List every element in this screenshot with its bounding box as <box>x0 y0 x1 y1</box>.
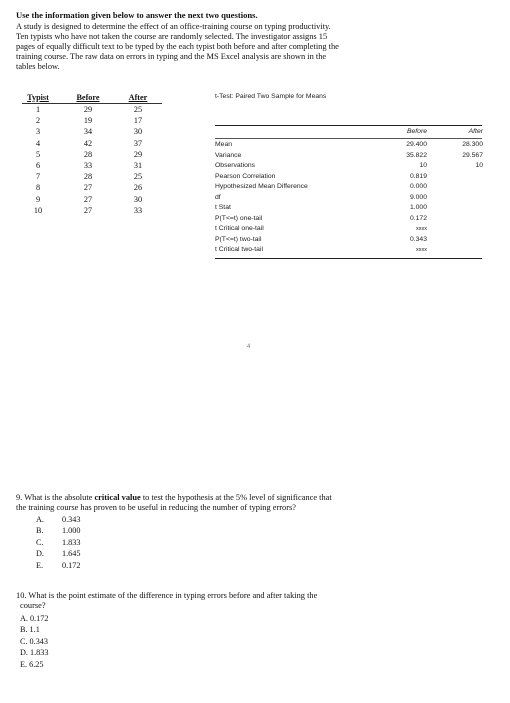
cell-after: 31 <box>133 161 143 170</box>
excel-row <box>215 215 485 225</box>
q9-text-post: to test the hypothesis at the 5% level of significance that <box>140 493 332 502</box>
cell-typist: 1 <box>35 105 41 114</box>
cell-typist: 8 <box>35 183 41 193</box>
excel-row-label: df <box>215 193 221 201</box>
question-9-line-1 <box>16 493 332 503</box>
excel-row <box>215 236 485 246</box>
cell-before: 42 <box>83 138 93 148</box>
q10-option: E. 6.25 <box>20 659 44 669</box>
intro-line-5: tables below. <box>16 62 60 71</box>
intro-line-1: A study is designed to determine the effect of an office-training course on typing productivity. <box>16 22 331 31</box>
cell-typist: 6 <box>35 161 41 170</box>
q9-option-letter: E. <box>36 560 44 570</box>
excel-row-label: Pearson Correlation <box>215 172 276 180</box>
cell-after: 17 <box>133 116 143 126</box>
table-header-rule <box>22 103 162 104</box>
q10-option: B. 1.1 <box>20 625 40 635</box>
excel-before-value: 10 <box>419 162 427 169</box>
cell-after: 25 <box>133 172 143 182</box>
cell-before: 19 <box>83 116 93 126</box>
q9-option-letter: D. <box>36 549 44 559</box>
excel-row-label: t Critical two-tail <box>215 246 263 253</box>
excel-after-value: 10 <box>475 162 483 169</box>
table-row <box>14 139 164 150</box>
q9-option-value: 1.645 <box>62 549 81 559</box>
cell-before: 28 <box>83 149 93 159</box>
cell-before: 28 <box>83 172 93 182</box>
cell-before: 34 <box>83 127 93 137</box>
q10-option: D. 1.833 <box>20 648 49 658</box>
cell-typist: 10 <box>33 205 43 215</box>
cell-before: 27 <box>83 194 93 204</box>
excel-col-before: Before <box>406 128 427 135</box>
excel-before-value: 0.172 <box>409 214 427 222</box>
intro-line-3: pages of equally difficult text to be typed by the each typist both before and after completing the <box>16 42 339 51</box>
excel-before-value: 35.822 <box>406 151 427 159</box>
question-10-line-1: 10. What is the point estimate of the difference in typing errors before and after taking the <box>16 591 318 600</box>
excel-row-label: Variance <box>215 151 242 159</box>
q9-option-value: 1.000 <box>62 526 81 536</box>
question-9-line-2: the training course has proven to be useful in reducing the number of typing errors? <box>16 503 297 512</box>
excel-row <box>215 194 485 204</box>
excel-col-after: After <box>468 128 483 135</box>
header-after: After <box>128 93 148 102</box>
q9-text-pre: 9. What is the absolute <box>16 493 95 502</box>
table-row <box>14 172 164 183</box>
cell-after: 30 <box>133 127 143 137</box>
cell-after: 29 <box>133 149 143 159</box>
excel-row <box>215 183 485 193</box>
excel-row-label: Observations <box>215 162 256 169</box>
cell-after: 30 <box>133 194 143 204</box>
next-question-cutoff <box>16 694 18 703</box>
cell-after: 37 <box>133 138 143 148</box>
table-row <box>14 105 164 116</box>
excel-after-value: 29.567 <box>462 151 483 159</box>
q10-option: C. 0.343 <box>20 636 48 646</box>
excel-row-label: t Stat <box>215 204 231 211</box>
excel-row-label: t Critical one-tail <box>215 225 264 232</box>
table-row <box>14 116 164 127</box>
excel-before-value: xxxx <box>416 247 427 253</box>
excel-row <box>215 173 485 183</box>
q9-option-value: 0.172 <box>62 560 81 570</box>
question-10-line-2: course? <box>20 601 46 610</box>
page-number: 4 <box>247 344 251 350</box>
table-row <box>14 161 164 172</box>
excel-before-value: 0.000 <box>409 183 427 190</box>
cell-after: 33 <box>133 205 143 215</box>
q10-option: A. 0.172 <box>20 614 49 623</box>
excel-top-rule <box>215 125 482 126</box>
excel-bottom-rule <box>215 258 482 259</box>
excel-row <box>215 141 485 151</box>
excel-row <box>215 152 485 162</box>
cell-typist: 5 <box>35 149 41 159</box>
header-typist: Typist <box>27 93 49 102</box>
cell-typist: 2 <box>35 116 41 126</box>
excel-title: t-Test: Paired Two Sample for Means <box>215 93 327 100</box>
excel-row-label: Hypothesized Mean Difference <box>215 183 308 190</box>
cell-typist: 4 <box>35 138 41 148</box>
excel-row <box>215 162 485 172</box>
excel-col-header-row <box>215 128 485 138</box>
intro-line-4: training course. The raw data on errors in typing and the MS Excel analysis are shown in the <box>16 52 327 61</box>
q9-option-letter: A. <box>36 515 44 524</box>
excel-row <box>215 246 485 256</box>
q9-option-letter: B. <box>36 526 44 536</box>
cell-typist: 3 <box>35 127 41 137</box>
excel-row-label: Mean <box>215 141 233 148</box>
excel-after-value: 28.300 <box>462 141 483 148</box>
excel-before-value: 0.819 <box>409 172 427 180</box>
cell-after: 25 <box>133 105 143 114</box>
excel-row-label: P(T<=t) two-tail <box>215 235 262 243</box>
cell-before: 27 <box>83 205 93 215</box>
q9-option-value: 0.343 <box>62 515 81 524</box>
excel-before-value: xxxx <box>416 226 427 232</box>
cell-after: 26 <box>133 183 143 193</box>
cell-typist: 9 <box>35 194 41 204</box>
intro-line-2: Ten typists who have not taken the course are randomly selected. The investigator assigns 15 <box>16 32 328 41</box>
q9-option-value: 1.833 <box>62 537 81 547</box>
excel-row-label: P(T<=t) one-tail <box>215 214 263 222</box>
cell-typist: 7 <box>35 172 41 182</box>
cell-before: 29 <box>83 105 93 114</box>
excel-before-value: 0.343 <box>409 235 427 243</box>
excel-before-value: 9.000 <box>409 193 427 201</box>
cell-before: 33 <box>83 161 93 170</box>
q9-option-letter: C. <box>36 537 44 547</box>
excel-row <box>215 204 485 214</box>
cell-before: 27 <box>83 183 93 193</box>
excel-before-value: 1.000 <box>409 204 427 211</box>
excel-header-rule <box>215 138 482 139</box>
table-row <box>14 206 164 217</box>
instructions-heading: Use the information given below to answer the next two questions. <box>16 10 258 20</box>
excel-row <box>215 225 485 235</box>
table-row <box>14 127 164 138</box>
q9-text-bold: critical value <box>94 493 141 502</box>
header-before: Before <box>76 93 100 102</box>
table-row <box>14 150 164 161</box>
table-row <box>14 183 164 194</box>
excel-before-value: 29.400 <box>406 141 427 148</box>
table-row <box>14 195 164 206</box>
